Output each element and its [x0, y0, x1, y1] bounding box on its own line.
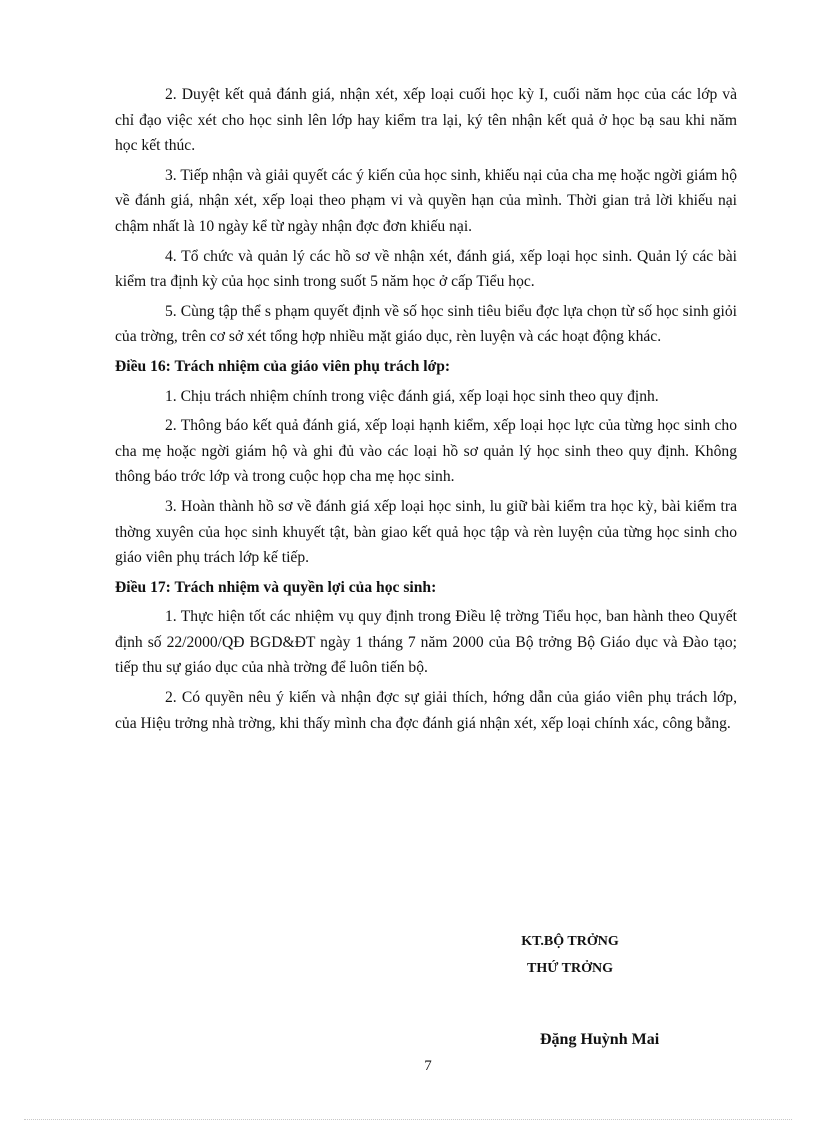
paragraph: 3. Tiếp nhận và giải quyết các ý kiến của học sinh, khiếu nại của cha mẹ hoặc ngời giám hộ về đánh giá, nhận xét, xếp loại theo phạm vi và quyền hạn của mình. Thời gian trả lời khiếu nại chậm nhất là 10 ngày kể từ ngày nhận đợc đơn khiếu nại.: [115, 166, 737, 235]
paragraph: 5. Cùng tập thể s phạm quyết định về số học sinh tiêu biểu đợc lựa chọn từ số học sinh giỏi của trờng, trên cơ sở xét tổng hợp nhiều mặt giáo dục, rèn luyện và các hoạt động khác.: [115, 302, 737, 346]
signature-block: [500, 928, 640, 982]
paragraph: 2. Thông báo kết quả đánh giá, xếp loại hạnh kiểm, xếp loại học lực của từng học sinh cho cha mẹ hoặc ngời giám hộ và ghi đủ vào các loại hồ sơ quản lý học sinh theo quy định. Không thông báo trớc lớp và trong cuộc họp cha mẹ học sinh.: [115, 417, 737, 486]
page-bottom-divider: [24, 1119, 792, 1120]
article-16-heading: Điều 16: Trách nhiệm của giáo viên phụ trách lớp:: [115, 357, 451, 375]
paragraph: 1. Thực hiện tốt các nhiệm vụ quy định trong Điều lệ trờng Tiểu học, ban hành theo Quyết định số 22/2000/QĐ BGD&ĐT ngày 1 tháng 7 năm 2000 của Bộ trởng Bộ Giáo dục và Đào tạo; tiếp thu sự giáo dục của nhà trờng để luôn tiến bộ.: [115, 608, 737, 677]
article-17-heading: Điều 17: Trách nhiệm và quyền lợi của học sinh:: [115, 578, 437, 596]
paragraph: 2. Có quyền nêu ý kiến và nhận đợc sự giải thích, hớng dẫn của giáo viên phụ trách lớp, của Hiệu trởng nhà trờng, khi thấy mình cha đợc đánh giá nhận xét, xếp loại chính xác, công bằng.: [115, 689, 737, 732]
document-body: [115, 82, 737, 736]
paragraph: 3. Hoàn thành hồ sơ về đánh giá xếp loại học sinh, lu giữ bài kiểm tra học kỳ, bài kiểm tra thờng xuyên của học sinh khuyết tật, bàn giao kết quả học tập và rèn luyện của từng học sinh cho giáo viên phụ trách lớp kế tiếp.: [115, 497, 737, 567]
page-number: 7: [424, 1058, 432, 1074]
paragraph: 4. Tổ chức và quản lý các hồ sơ về nhận xét, đánh giá, xếp loại học sinh. Quản lý các bài kiểm tra định kỳ của học sinh trong suốt 5 năm học ở cấp Tiểu học.: [115, 247, 737, 291]
signature-title: KT.BỘ TRỞNG: [521, 934, 619, 949]
paragraph: 2. Duyệt kết quả đánh giá, nhận xét, xếp loại cuối học kỳ I, cuối năm học của các lớp và chỉ đạo việc xét cho học sinh lên lớp hay kiểm tra lại, ký tên nhận kết quả ở học bạ sau khi năm học kết thúc.: [115, 86, 737, 155]
signature-subtitle: THỨ TRỞNG: [527, 961, 613, 976]
paragraph: 1. Chịu trách nhiệm chính trong việc đánh giá, xếp loại học sinh theo quy định.: [165, 387, 659, 405]
signatory-name: Đặng Huỳnh Mai: [540, 1031, 660, 1048]
